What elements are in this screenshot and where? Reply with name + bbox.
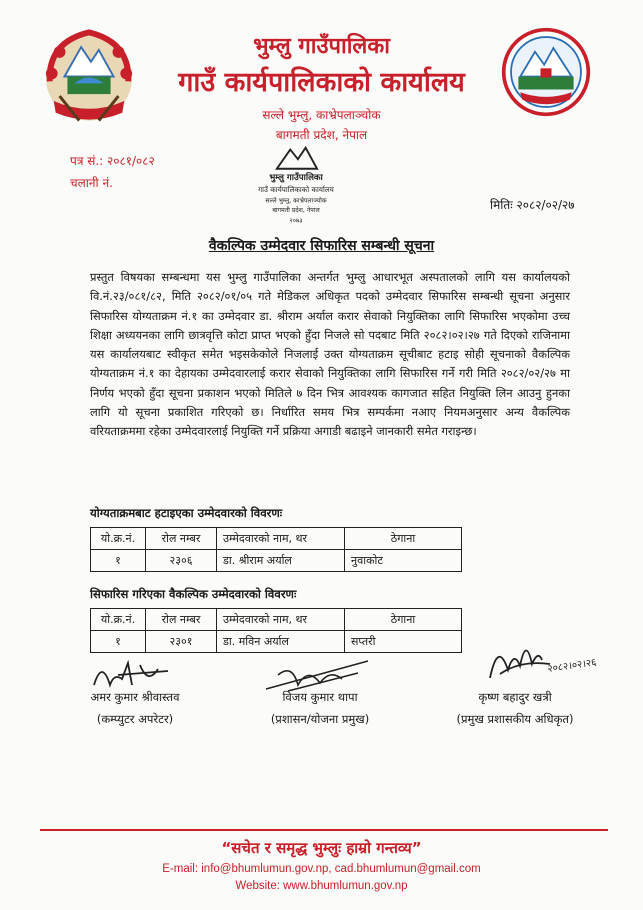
- stamp-line-1: भुम्लु गाउँपालिका: [269, 173, 323, 184]
- header-cell: उम्मेदवारको नाम, थर: [217, 609, 345, 631]
- footer-email: E-mail: info@bhumlumun.gov.np, cad.bhumlumun@gmail.com: [162, 863, 481, 875]
- signature-3-date: २०८२।०२।२६: [546, 657, 598, 675]
- notice-date: मितिः २०८२/०२/२७: [490, 198, 575, 212]
- header-cell: यो.क्र.नं.: [91, 609, 146, 631]
- office-stamp: [248, 140, 344, 232]
- header-cell: ठेगाना: [345, 528, 462, 550]
- table-cell: सप्तरी: [345, 631, 462, 653]
- office-name: गाउँ कार्यपालिकाको कार्यालय: [178, 67, 465, 98]
- removed-candidates-table: [90, 527, 462, 572]
- signatory-1-name: अमर कुमार श्रीवास्तव: [90, 690, 180, 704]
- table-cell: २३०१: [146, 631, 217, 653]
- stamp-line-4: बागमती प्रदेश, नेपाल: [272, 206, 320, 214]
- footer-slogan: “सचेत र समृद्ध भुम्लुः हाम्रो गन्तव्य”: [221, 839, 422, 857]
- letter-number: पत्र सं.: २०८१/०८२: [70, 154, 155, 168]
- header-cell: रोल नम्बर: [146, 609, 217, 631]
- table-cell: डा. श्रीराम अर्याल: [217, 550, 345, 572]
- stamp-line-3: सल्ले भुम्लु, काभ्रेपलाञ्चोक: [265, 197, 327, 205]
- table-cell: डा. मविन अर्याल: [217, 631, 345, 653]
- removed-section-title: योग्यताक्रमबाट हटाइएका उम्मेदवारको विवरणः: [90, 506, 283, 520]
- table-row: [91, 631, 462, 653]
- recommended-candidates-table: [90, 608, 462, 653]
- header-cell: यो.क्र.नं.: [91, 528, 146, 550]
- header-cell: रोल नम्बर: [146, 528, 217, 550]
- address-line-1: सल्ले भुम्लु, काभ्रेपलाञ्चोक: [262, 108, 381, 122]
- signatory-3-role: (प्रमुख प्रशासकीय अधिकृत): [456, 712, 574, 726]
- table-header-row: [91, 609, 462, 631]
- address-line-2: बागमती प्रदेश, नेपाल: [275, 128, 368, 142]
- table-cell: नुवाकोट: [345, 550, 462, 572]
- header-cell: उम्मेदवारको नाम, थर: [217, 528, 345, 550]
- header-cell: ठेगाना: [345, 609, 462, 631]
- footer-divider: [40, 829, 608, 831]
- stamp-line-2: गाउँ कार्यपालिकाको कार्यालय: [258, 184, 334, 194]
- notice-title: वैकल्पिक उम्मेदवार सिफारिस सम्बन्धी सूचना: [208, 238, 435, 254]
- recommended-section-title: सिफारिस गरिएका वैकल्पिक उम्मेदवारको विवरणः: [90, 587, 297, 601]
- signature-1-image: [88, 655, 178, 691]
- notice-body: प्रस्तुत विषयका सम्बन्धमा यस भुम्लु गाउँपालिका अन्तर्गत भुम्लु आधारभूत अस्पतालको लागि यस कार्यालयको वि.नं.२३/०८१/८२, मिति २०८२/०१/०५ गते मेडिकल अधिकृत पदको उम्मेदवार सिफारिस सम्बन्धी सूचना अनुसार सिफारिस योग्यताक्रम नं.१ का उम्मेदवार डा. श्रीराम अर्याल करार सेवाको नियुक्तिका लागि सिफारिस भएकोमा उच्च शिक्षा अध्ययनका लागि छात्रवृत्ति कोटा प्राप्त भएको हुँदा निजले सो पदबाट मिति २०८२।०२।२७ गते दिएको राजिनामा यस कार्यालयबाट स्वीकृत समेत भइसकेकोले निजलाई उक्त योग्यताक्रम सूचीबाट हटाइ सोही सूचनाको वैकल्पिक योग्यताक्रम नं.१ का देहायका उम्मेदवारलाई करार सेवाको नियुक्तिका लागि सिफारिस गर्ने गरी मिति २०८२/०२/२७ मा निर्णय भएको हुँदा सूचना प्रकाशन भएको मितिले ७ दिन भित्र आवश्यक कागजात सहित नियुक्ति लिन आउनु हुनका लागि यो सूचना प्रकाशित गरिएको छ। निर्धारित समय भित्र सम्पर्कमा नआए नियमअनुसार अन्य वैकल्पिक वरियताक्रममा रहेका उम्मेदवारलाई नियुक्ति गर्ने प्रक्रिया अगाडी बढाइने जानकारी समेत गराइन्छ।: [90, 270, 570, 439]
- table-row: [91, 550, 462, 572]
- dispatch-number: चलानी नं.: [70, 176, 113, 190]
- signatory-1-role: (कम्प्युटर अपरेटर): [96, 712, 174, 726]
- signatory-3-name: कृष्ण बहादुर खत्री: [478, 690, 552, 704]
- table-header-row: [91, 528, 462, 550]
- table-cell: १: [91, 631, 146, 653]
- signature-3-image: [480, 630, 598, 686]
- stamp-year: २०७३: [289, 217, 303, 225]
- table-cell: १: [91, 550, 146, 572]
- municipality-name: भुम्लु गाउँपालिका: [253, 34, 390, 59]
- signature-2-image: [258, 655, 378, 695]
- signatory-2-role: (प्रशासन/योजना प्रमुख): [270, 712, 370, 726]
- table-cell: २३०६: [146, 550, 217, 572]
- signatory-2-name: विजय कुमार थापा: [282, 690, 358, 704]
- footer-website: Website: www.bhumlumun.gov.np: [235, 880, 408, 892]
